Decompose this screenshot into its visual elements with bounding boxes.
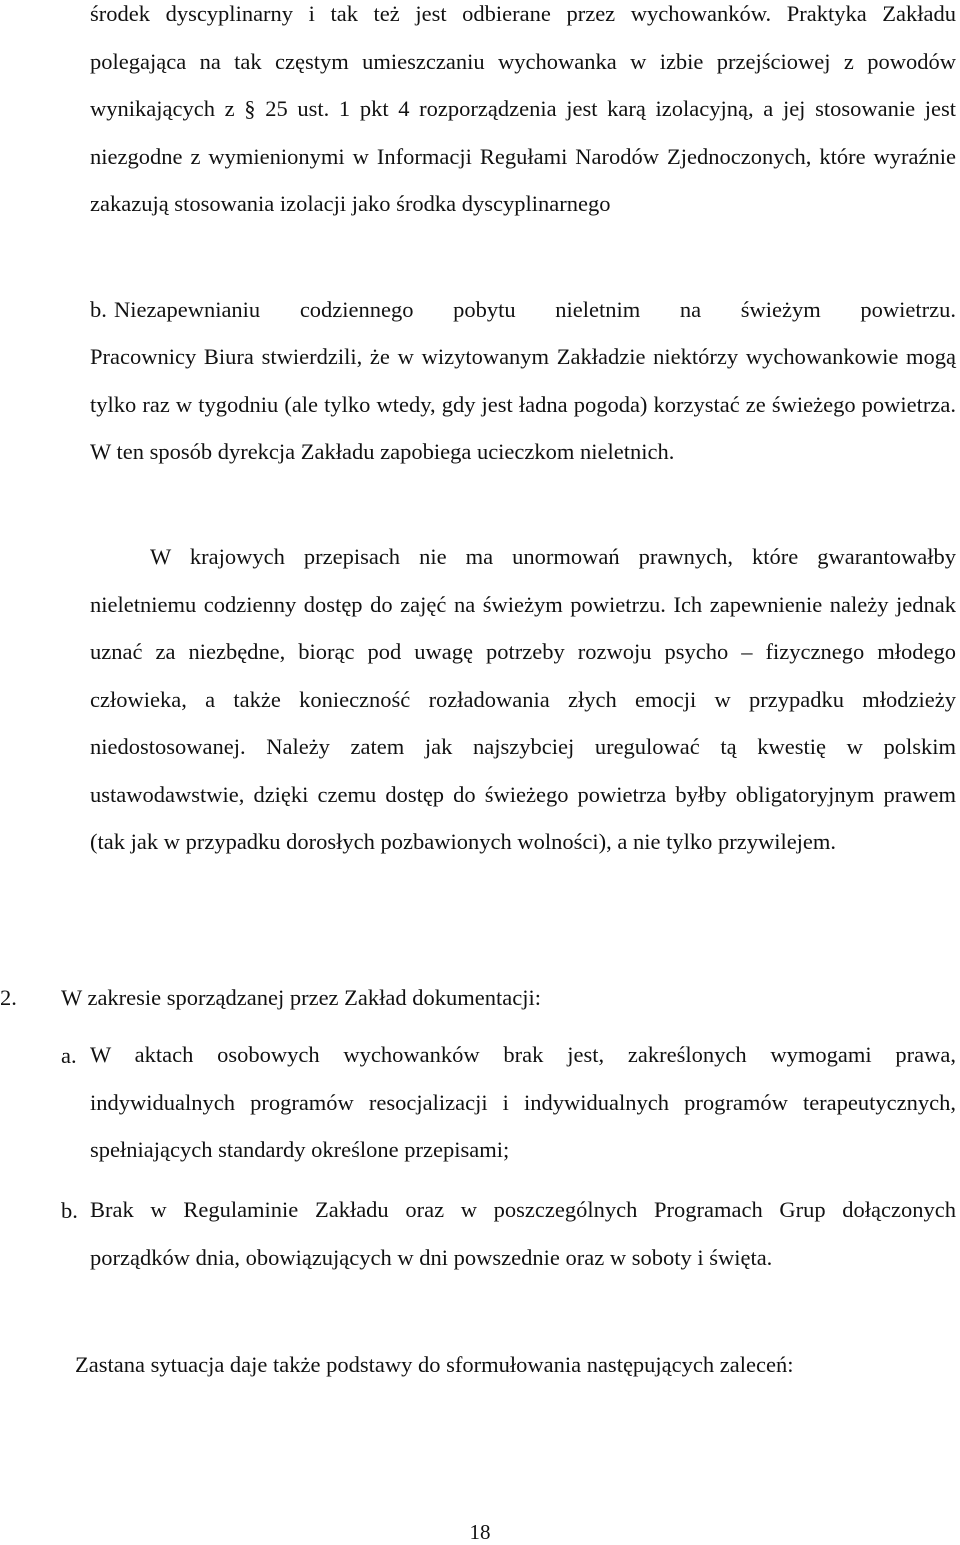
list-marker-b: b. [90, 297, 107, 322]
conclusion-line: Zastana sytuacja daje także podstawy do sformułowania następujących zaleceń: [75, 1352, 794, 1377]
item-a-text: W aktach osobowych wychowanków brak jest, zakreślonych wymogami prawa, indywidualnych programów resocjalizacji i indywidualnych programów terapeutycznych, spełniających standardy określone przepisami; [90, 1042, 956, 1162]
item-b-heading: Niezapewnianiu codziennego pobytu nieletnim na świeżym powietrzu. [114, 297, 956, 322]
paragraph-fresh-air: W krajowych przepisach nie ma unormowań prawnych, które gwarantowałby nieletniemu codzienny dostęp do zajęć na świeżym powietrzu. Ich zapewnienie należy jednak uznać za niezbędne, biorąc pod uwagę potrzeby rozwoju psycho – fizycznego młodego człowieka, a także konieczność rozładowania złych emocji w przypadku młodzieży niedostosowanej. Należy zatem jak najszybciej uregulować tą kwestię w polskim ustawodawstwie, dzięki czemu dostęp do świeżego powietrza byłby obligatoryjnym prawem (tak jak w przypadku dorosłych pozbawionych wolności), a nie tylko przywilejem. [90, 544, 956, 854]
list-marker-a: a. [61, 1043, 77, 1068]
page-number: 18 [469, 1520, 491, 1544]
section-heading: W zakresie sporządzanej przez Zakład dokumentacji: [61, 985, 541, 1010]
item-b-body: Pracownicy Biura stwierdzili, że w wizytowanym Zakładzie niektórzy wychowankowie mogą tylko raz w tygodniu (ale tylko wtedy, gdy jest ładna pogoda) korzystać ze świeżego powietrza. W ten sposób dyrekcja Zakładu zapobiega ucieczkom nieletnich. [90, 344, 956, 464]
item-b2-text: Brak w Regulaminie Zakładu oraz w poszczególnych Programach Grup dołączonych porządków dnia, obowiązujących w dni powszednie oraz w soboty i święta. [90, 1197, 956, 1270]
paragraph-isolation: środek dyscyplinarny i tak też jest odbierane przez wychowanków. Praktyka Zakładu polegająca na tak częstym umieszczaniu wychowanka w izbie przejściowej z powodów wynikających z § 25 ust. 1 pkt 4 rozporządzenia jest karą izolacyjną, a jej stosowanie jest niezgodne z wymienionymi w Informacji Regułami Narodów Zjednoczonych, które wyraźnie zakazują stosowania izolacji jako środka dyscyplinarnego [90, 1, 956, 216]
list-marker-b2: b. [61, 1198, 78, 1223]
section-number: 2. [0, 985, 17, 1010]
